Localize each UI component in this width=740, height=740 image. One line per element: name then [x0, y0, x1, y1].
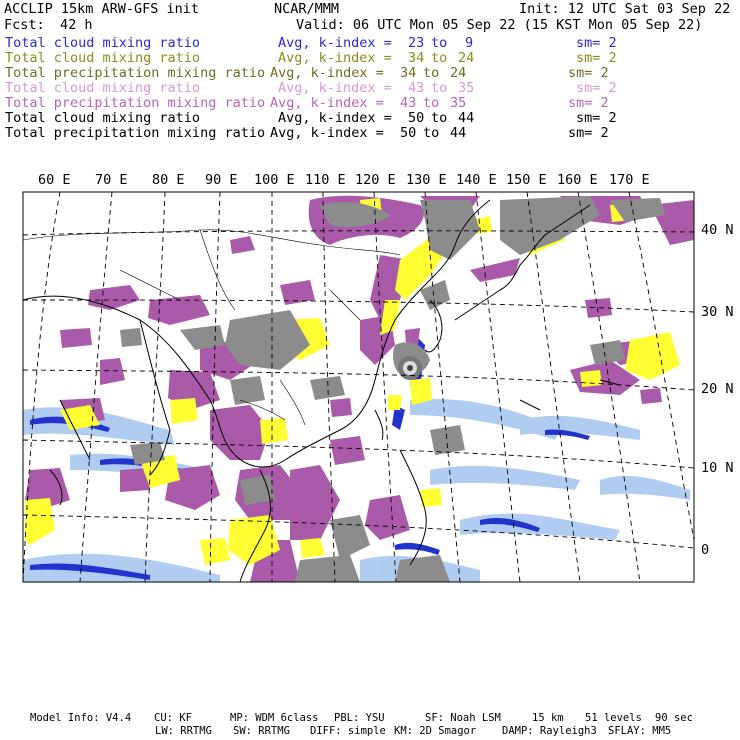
lat-label: 40 N — [701, 222, 734, 238]
footer-item: DIFF: simple — [310, 725, 386, 737]
field-row-avg: Avg, k-index = — [278, 50, 392, 66]
footer-item: MP: WDM 6class — [230, 712, 319, 724]
footer-item: 90 sec — [655, 712, 693, 724]
field-row-sm: sm= 2 — [576, 80, 617, 96]
field-row-k1: 43 — [400, 95, 417, 111]
lon-label: 100 E — [254, 172, 295, 188]
lon-label: 80 E — [152, 172, 185, 188]
footer-item: 15 km — [532, 712, 564, 724]
field-row-to: to — [423, 95, 440, 111]
footer-item: SFLAY: MM5 — [608, 725, 672, 737]
typhoon-swirl — [398, 356, 422, 380]
field-row-k2: 24 — [450, 65, 467, 81]
field-row-k1: 43 — [408, 80, 425, 96]
field-row-sm: sm= 2 — [568, 65, 609, 81]
field-row-sm: sm= 2 — [576, 110, 617, 126]
lon-label: 120 E — [355, 172, 396, 188]
field-row-name: Total precipitation mixing ratio — [5, 65, 266, 81]
lon-label: 170 E — [609, 172, 650, 188]
init-time: Init: 12 UTC Sat 03 Sep 22 — [519, 1, 731, 17]
field-row-to: to — [423, 125, 440, 141]
footer-item: 51 levels — [585, 712, 642, 724]
lon-label: 60 E — [38, 172, 71, 188]
field-row-sm: sm= 2 — [568, 95, 609, 111]
lon-label: 90 E — [205, 172, 238, 188]
field-row-k2: 35 — [458, 80, 475, 96]
field-row-avg: Avg, k-index = — [278, 80, 392, 96]
field-row-name: Total cloud mixing ratio — [5, 110, 201, 126]
field-row-name: Total precipitation mixing ratio — [5, 95, 266, 111]
model-title: ACCLIP 15km ARW-GFS init — [4, 1, 200, 17]
field-row-k1: 50 — [408, 110, 425, 126]
field-row-to: to — [431, 80, 448, 96]
footer-item: SW: RRTMG — [233, 725, 290, 737]
field-row-sm: sm= 2 — [576, 50, 617, 66]
lon-label: 130 E — [406, 172, 447, 188]
longitude-labels — [38, 172, 650, 188]
valid-time: Valid: 06 UTC Mon 05 Sep 22 (15 KST Mon 05 Sep 22) — [296, 17, 703, 33]
field-row-k2: 24 — [458, 50, 475, 66]
lon-label: 140 E — [456, 172, 497, 188]
field-row-avg: Avg, k-index = — [270, 65, 384, 81]
lon-label: 70 E — [95, 172, 128, 188]
lat-label: 20 N — [701, 381, 734, 397]
field-row-k1: 23 — [408, 35, 425, 51]
field-row-k2: 44 — [450, 125, 467, 141]
footer-item: Model Info: V4.4 — [30, 712, 132, 724]
field-row-avg: Avg, k-index = — [270, 95, 384, 111]
footer-item: SF: Noah LSM — [425, 712, 501, 724]
field-row-to: to — [431, 50, 448, 66]
field-row-k1: 50 — [400, 125, 417, 141]
field-row-k1: 34 — [400, 65, 417, 81]
forecast-label: Fcst: — [4, 17, 45, 33]
field-row-avg: Avg, k-index = — [270, 125, 384, 141]
field-row-sm: sm= 2 — [576, 35, 617, 51]
field-row-name: Total cloud mixing ratio — [5, 80, 201, 96]
field-row-sm: sm= 2 — [568, 125, 609, 141]
footer-item: DAMP: Rayleigh3 — [502, 725, 597, 737]
field-row-name: Total cloud mixing ratio — [5, 50, 201, 66]
footer-item: LW: RRTMG — [155, 725, 212, 737]
lon-label: 150 E — [506, 172, 547, 188]
field-row-k2: 44 — [458, 110, 475, 126]
field-row-k1: 34 — [408, 50, 425, 66]
field-row-k2: 9 — [465, 35, 474, 51]
lon-label: 160 E — [557, 172, 598, 188]
field-row-to: to — [423, 65, 440, 81]
field-row-name: Total precipitation mixing ratio — [5, 125, 266, 141]
lon-label: 110 E — [305, 172, 346, 188]
footer-item: CU: KF — [154, 712, 192, 724]
lat-label: 30 N — [701, 304, 734, 320]
forecast-hour: 42 h — [60, 17, 93, 33]
lat-label: 0 — [701, 542, 710, 558]
lat-label: 10 N — [701, 460, 734, 476]
field-row-to: to — [431, 110, 448, 126]
center-name: NCAR/MMM — [274, 1, 340, 17]
field-row-name: Total cloud mixing ratio — [5, 35, 201, 51]
field-row-to: to — [431, 35, 448, 51]
footer-item: KM: 2D Smagor — [394, 725, 477, 737]
field-row-k2: 35 — [450, 95, 467, 111]
field-row-avg: Avg, k-index = — [278, 35, 392, 51]
latitude-labels — [701, 222, 734, 558]
field-row-avg: Avg, k-index = — [278, 110, 392, 126]
footer-item: PBL: YSU — [334, 712, 385, 724]
